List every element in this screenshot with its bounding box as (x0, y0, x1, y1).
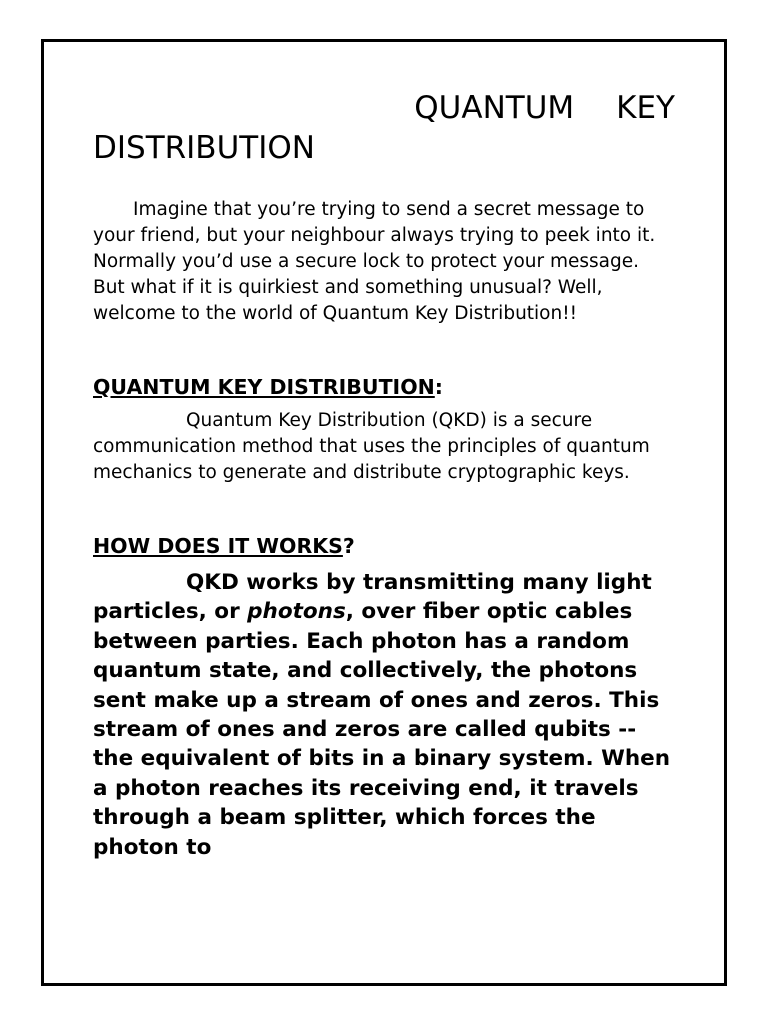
document-body (93, 88, 675, 862)
section-heading-how (93, 532, 675, 560)
title-word-key: KEY (616, 90, 675, 126)
section-heading-how-text: HOW DOES IT WORKS (93, 534, 343, 558)
section-heading-qkd-colon: : (434, 375, 443, 399)
how-it-works-text-1: QKD works by transmitting many light particles, or (93, 570, 652, 625)
document-title (93, 88, 675, 168)
photons-emphasis: photons (247, 599, 346, 625)
title-word-quantum: QUANTUM (414, 90, 575, 126)
how-it-works-paragraph (93, 568, 675, 862)
section-heading-how-question: ? (342, 534, 355, 558)
title-word-distribution: DISTRIBUTION (93, 130, 315, 166)
title-line-1 (93, 88, 675, 128)
section-heading-qkd-text: QUANTUM KEY DISTRIBUTION (93, 375, 435, 399)
how-it-works-text-2: , over fiber optic cables between parties. Each photon has a random quantum state, and collectively, the photons sent make up a stream of ones and zeros. This stream of ones and zeros are called qubits -- the equivalent of bits in a binary system. When a photon reaches its receiving end, it travels through a beam splitter, which forces the photon to (93, 599, 671, 860)
qkd-definition-paragraph: Quantum Key Distribution (QKD) is a secure communication method that uses the principles of quantum mechanics to generate and distribute cryptographic keys. (93, 410, 650, 483)
section-heading-qkd (93, 373, 675, 401)
intro-paragraph: Imagine that you’re trying to send a secret message to your friend, but your neighbour always trying to peek into it. Normally you’d use a secure lock to protect your message. But what if it is quirkiest and something unusual? Well, welcome to the world of Quantum Key Distribution!! (93, 199, 656, 324)
